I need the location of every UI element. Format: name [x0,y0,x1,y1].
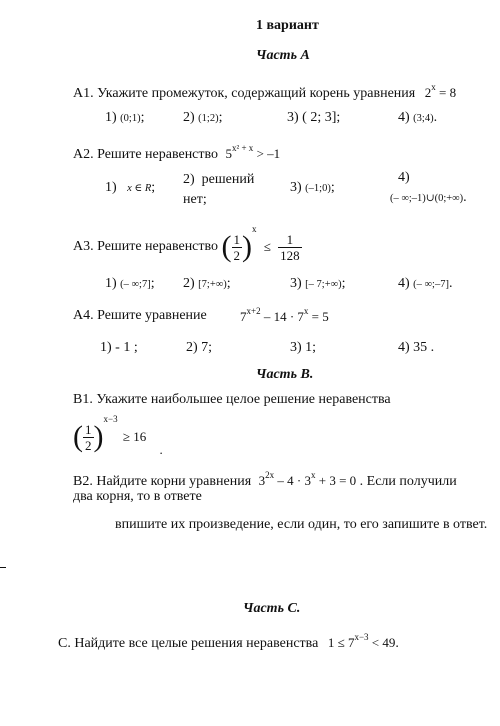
part-b-heading: Часть В. [256,367,314,382]
a2-option-3: 3) (–1;0); [290,180,335,195]
a4-equation: $7^{x+2} - 14 \cdot 7^x = 5$ [240,306,329,324]
a2-inequality: $5^{x^2 + x} > -1$ [225,143,281,161]
c-inequality: $1 \le 7^{x-3} < 49$ [327,632,396,650]
a2-option-4: (– ∞;–1)∪(0;+∞). [390,190,467,205]
a2-option-2: 2) решений нет; [183,172,255,207]
a1-equation: 2$^x$ = 8 [424,82,457,100]
a2-option-1: 1) x ∈ R; [105,180,156,195]
a4-option-4: 4) 35 . [398,340,435,355]
a4-option-3: 3) 1; [290,340,317,355]
c-question: С. Найдите все целые решения неравенства $1 \le 7^{x-3} < 49$. [58,632,399,651]
a2-option-4-label: 4) [398,170,410,185]
a1-option-2: 2) (1;2); [183,110,223,125]
a2-question [73,143,280,163]
a3-option-2: 2) [7;+∞); [183,276,231,291]
b1-inequality: ( $\frac{1}{2}$ )$^{x-3}$ ≥ 16 . [73,414,163,457]
b2-line-3: впишите их произведение, если один, то его запишите в ответ. [115,517,488,532]
b2-question [73,470,457,490]
c-question-text: С. Найдите все целые решения неравенства [58,636,319,651]
a1-question [73,82,456,102]
b2-question-tail: . Если получили [359,474,457,489]
b2-equation: $3^{2x} - 4 \cdot 3^x + 3 = 0$ [258,470,357,488]
b1-question-text: В1. Укажите наибольшее целое решение неравенства [73,392,391,407]
a3-option-4: 4) (– ∞;–7]. [398,276,453,291]
a3-option-1: 1) (– ∞;7]; [105,276,155,291]
a3-option-3: 3) [– 7;+∞); [290,276,346,291]
part-c-heading: Часть С. [243,601,301,616]
a2-question-text: А2. Решите неравенство [73,147,219,162]
margin-dash [0,567,6,568]
a4-question-text: А4. Решите уравнение [73,308,207,323]
a1-question-text: А1. Укажите промежуток, содержащий корень уравнения [73,86,416,101]
a4-option-2: 2) 7; [186,340,213,355]
a1-option-1: 1) (0;1); [105,110,145,125]
part-a-heading: Часть А [256,48,310,63]
b2-question-text: В2. Найдите корни уравнения [73,474,252,489]
a1-option-4: 4) (3;4). [398,110,438,125]
a3-inequality: ( $\frac{1}{2}$ )$^x$ ≤ $\frac{1}{128}$ [221,224,300,264]
b2-line-2: два корня, то в ответе [73,489,202,504]
variant-title: 1 вариант [256,18,319,33]
a3-question-text: А3. Решите неравенство [73,238,219,254]
a3-question [73,224,302,262]
a1-option-3: 3) ( 2; 3]; [287,110,341,125]
a4-option-1: 1) - 1 ; [100,340,138,355]
